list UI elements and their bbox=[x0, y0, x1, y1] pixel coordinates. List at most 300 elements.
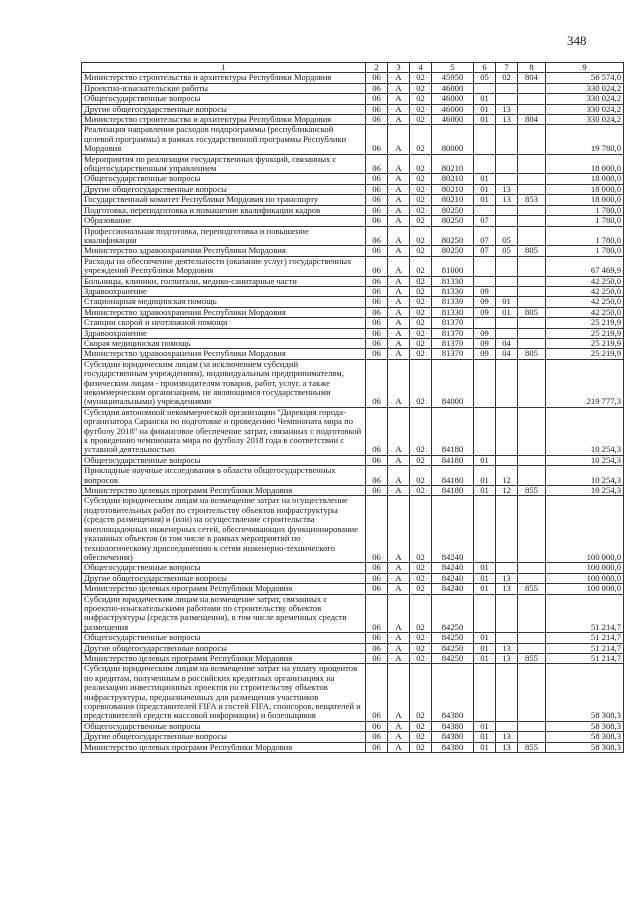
program-code-cell: А bbox=[388, 297, 410, 307]
ministry-code-cell: 855 bbox=[518, 584, 546, 594]
subdivision-code-cell bbox=[496, 83, 518, 93]
ministry-code-cell bbox=[518, 721, 546, 731]
amount-cell: 219 777,3 bbox=[546, 359, 624, 407]
subdivision-code-cell: 13 bbox=[496, 195, 518, 205]
expense-code-cell: 81000 bbox=[432, 256, 474, 276]
expense-code-cell: 84180 bbox=[432, 486, 474, 496]
amount-cell: 10 254,3 bbox=[546, 486, 624, 496]
subprogram-code-cell: 02 bbox=[410, 195, 432, 205]
row-name-cell: Министерство целевых программ Республики Мордовия bbox=[82, 742, 366, 752]
section-code-cell: 06 bbox=[366, 721, 388, 731]
expense-code-cell: 81370 bbox=[432, 318, 474, 328]
row-name-cell: Субсидии юридическим лицам на возмещение затрат на осуществление подготовительных работ по строительству объектов инфраструктуры (средств размещения) и (или) на осуществление строительства внеплощадочных инженерных сетей, обеспечивающих функционирование указанных объектов (в том числе в рамках мероприятий по технологическому присоединению к сетям инженерно-технического обеспечения) bbox=[82, 496, 366, 563]
subdivision-code-cell: 12 bbox=[496, 486, 518, 496]
row-name-cell: Субсидии юридическим лицам на возмещение затрат, связанных с проектно-изыскательскими работами по строительству объектов инфраструктуры (средств размещения), в том числе временных средств размещения bbox=[82, 594, 366, 633]
subdivision-code-cell bbox=[496, 721, 518, 731]
subprogram-code-cell: 02 bbox=[410, 455, 432, 465]
row-name-cell: Государственный комитет Республики Мордовия по транспорту bbox=[82, 195, 366, 205]
division-code-cell: 09 bbox=[474, 338, 496, 348]
column-header: 4 bbox=[410, 63, 432, 73]
subdivision-code-cell: 01 bbox=[496, 297, 518, 307]
program-code-cell: А bbox=[388, 349, 410, 359]
expense-code-cell: 84380 bbox=[432, 732, 474, 742]
ministry-code-cell bbox=[518, 573, 546, 583]
subdivision-code-cell bbox=[496, 594, 518, 633]
division-code-cell bbox=[474, 664, 496, 721]
amount-cell: 330 024,2 bbox=[546, 115, 624, 125]
ministry-code-cell: 853 bbox=[518, 195, 546, 205]
ministry-code-cell: 855 bbox=[518, 742, 546, 752]
ministry-code-cell: 805 bbox=[518, 349, 546, 359]
program-code-cell: А bbox=[388, 732, 410, 742]
expense-code-cell: 46000 bbox=[432, 94, 474, 104]
program-code-cell: А bbox=[388, 328, 410, 338]
row-name-cell: Общегосударственные вопросы bbox=[82, 455, 366, 465]
division-code-cell: 01 bbox=[474, 653, 496, 663]
program-code-cell: А bbox=[388, 338, 410, 348]
row-name-cell: Подготовка, переподготовка и повышение квалификации кадров bbox=[82, 205, 366, 215]
program-code-cell: А bbox=[388, 195, 410, 205]
expense-code-cell: 81370 bbox=[432, 338, 474, 348]
section-code-cell: 06 bbox=[366, 216, 388, 226]
ministry-code-cell bbox=[518, 455, 546, 465]
section-code-cell: 06 bbox=[366, 318, 388, 328]
program-code-cell: А bbox=[388, 256, 410, 276]
row-name-cell: Министерство целевых программ Республики Мордовия bbox=[82, 653, 366, 663]
budget-table bbox=[81, 62, 624, 753]
subdivision-code-cell: 05 bbox=[496, 246, 518, 256]
ministry-code-cell bbox=[518, 594, 546, 633]
expense-code-cell: 84240 bbox=[432, 563, 474, 573]
expense-code-cell: 84380 bbox=[432, 721, 474, 731]
row-name-cell: Другие общегосударственные вопросы bbox=[82, 104, 366, 114]
column-header: 2 bbox=[366, 63, 388, 73]
section-code-cell: 06 bbox=[366, 732, 388, 742]
ministry-code-cell: 805 bbox=[518, 307, 546, 317]
subprogram-code-cell: 02 bbox=[410, 496, 432, 563]
program-code-cell: А bbox=[388, 664, 410, 721]
division-code-cell bbox=[474, 594, 496, 633]
ministry-code-cell bbox=[518, 664, 546, 721]
program-code-cell: А bbox=[388, 633, 410, 643]
ministry-code-cell: 855 bbox=[518, 486, 546, 496]
expense-code-cell: 81330 bbox=[432, 286, 474, 296]
subdivision-code-cell: 04 bbox=[496, 338, 518, 348]
row-name-cell: Другие общегосударственные вопросы bbox=[82, 184, 366, 194]
program-code-cell: А bbox=[388, 73, 410, 83]
expense-code-cell: 80250 bbox=[432, 246, 474, 256]
amount-cell: 330 024,2 bbox=[546, 94, 624, 104]
program-code-cell: А bbox=[388, 496, 410, 563]
ministry-code-cell: 855 bbox=[518, 653, 546, 663]
section-code-cell: 06 bbox=[366, 328, 388, 338]
amount-cell: 10 254,3 bbox=[546, 407, 624, 455]
table-row bbox=[82, 633, 624, 643]
expense-code-cell: 84380 bbox=[432, 664, 474, 721]
section-code-cell: 06 bbox=[366, 359, 388, 407]
row-name-cell: Мероприятия по реализации государственных функций, связанных с общегосударственным управлением bbox=[82, 154, 366, 174]
division-code-cell bbox=[474, 359, 496, 407]
row-name-cell: Больницы, клиники, госпитали, медико-санитарные части bbox=[82, 276, 366, 286]
subprogram-code-cell: 02 bbox=[410, 594, 432, 633]
subdivision-code-cell bbox=[496, 174, 518, 184]
division-code-cell: 09 bbox=[474, 328, 496, 338]
subdivision-code-cell: 12 bbox=[496, 466, 518, 486]
subprogram-code-cell: 02 bbox=[410, 328, 432, 338]
amount-cell: 56 574,0 bbox=[546, 73, 624, 83]
subdivision-code-cell bbox=[496, 154, 518, 174]
ministry-code-cell bbox=[518, 496, 546, 563]
division-code-cell bbox=[474, 496, 496, 563]
ministry-code-cell bbox=[518, 174, 546, 184]
row-name-cell: Профессиональная подготовка, переподготовка и повышение квалификации bbox=[82, 226, 366, 246]
expense-code-cell: 81370 bbox=[432, 328, 474, 338]
expense-code-cell: 84000 bbox=[432, 359, 474, 407]
section-code-cell: 06 bbox=[366, 205, 388, 215]
amount-cell: 1 780,0 bbox=[546, 205, 624, 215]
program-code-cell: А bbox=[388, 466, 410, 486]
column-header: 1 bbox=[82, 63, 366, 73]
amount-cell: 100 000,0 bbox=[546, 563, 624, 573]
program-code-cell: А bbox=[388, 584, 410, 594]
section-code-cell: 06 bbox=[366, 195, 388, 205]
expense-code-cell: 45950 bbox=[432, 73, 474, 83]
subdivision-code-cell: 13 bbox=[496, 584, 518, 594]
ministry-code-cell bbox=[518, 216, 546, 226]
subprogram-code-cell: 02 bbox=[410, 653, 432, 663]
subprogram-code-cell: 02 bbox=[410, 359, 432, 407]
division-code-cell: 01 bbox=[474, 195, 496, 205]
division-code-cell bbox=[474, 256, 496, 276]
subdivision-code-cell: 04 bbox=[496, 349, 518, 359]
column-header: 8 bbox=[518, 63, 546, 73]
division-code-cell bbox=[474, 407, 496, 455]
table-row bbox=[82, 407, 624, 455]
amount-cell: 19 780,0 bbox=[546, 125, 624, 154]
row-name-cell: Министерство строительства и архитектуры Республики Мордовия bbox=[82, 115, 366, 125]
expense-code-cell: 84180 bbox=[432, 455, 474, 465]
section-code-cell: 06 bbox=[366, 154, 388, 174]
section-code-cell: 06 bbox=[366, 307, 388, 317]
column-header: 9 bbox=[546, 63, 624, 73]
division-code-cell bbox=[474, 83, 496, 93]
program-code-cell: А bbox=[388, 563, 410, 573]
subprogram-code-cell: 02 bbox=[410, 742, 432, 752]
row-name-cell: Другие общегосударственные вопросы bbox=[82, 732, 366, 742]
ministry-code-cell bbox=[518, 359, 546, 407]
row-name-cell: Скорая медицинская помощь bbox=[82, 338, 366, 348]
amount-cell: 51 214,7 bbox=[546, 594, 624, 633]
program-code-cell: А bbox=[388, 742, 410, 752]
program-code-cell: А bbox=[388, 307, 410, 317]
program-code-cell: А bbox=[388, 184, 410, 194]
amount-cell: 25 219,9 bbox=[546, 328, 624, 338]
subprogram-code-cell: 02 bbox=[410, 205, 432, 215]
program-code-cell: А bbox=[388, 359, 410, 407]
ministry-code-cell: 804 bbox=[518, 73, 546, 83]
subdivision-code-cell bbox=[496, 256, 518, 276]
expense-code-cell: 80210 bbox=[432, 154, 474, 174]
table-row bbox=[82, 664, 624, 721]
division-code-cell bbox=[474, 276, 496, 286]
subprogram-code-cell: 02 bbox=[410, 573, 432, 583]
subprogram-code-cell: 02 bbox=[410, 104, 432, 114]
table-row bbox=[82, 83, 624, 93]
ministry-code-cell bbox=[518, 328, 546, 338]
ministry-code-cell bbox=[518, 732, 546, 742]
amount-cell: 330 024,2 bbox=[546, 104, 624, 114]
subdivision-code-cell: 13 bbox=[496, 115, 518, 125]
amount-cell: 1 780,0 bbox=[546, 226, 624, 246]
subdivision-code-cell bbox=[496, 359, 518, 407]
subprogram-code-cell: 02 bbox=[410, 115, 432, 125]
expense-code-cell: 46000 bbox=[432, 115, 474, 125]
ministry-code-cell bbox=[518, 466, 546, 486]
amount-cell: 18 000,0 bbox=[546, 195, 624, 205]
table-row bbox=[82, 455, 624, 465]
amount-cell: 100 000,0 bbox=[546, 496, 624, 563]
row-name-cell: Министерство здравоохранения Республики Мордовия bbox=[82, 246, 366, 256]
subprogram-code-cell: 02 bbox=[410, 584, 432, 594]
program-code-cell: А bbox=[388, 174, 410, 184]
subprogram-code-cell: 02 bbox=[410, 664, 432, 721]
division-code-cell: 05 bbox=[474, 73, 496, 83]
ministry-code-cell bbox=[518, 83, 546, 93]
section-code-cell: 06 bbox=[366, 643, 388, 653]
expense-code-cell: 80000 bbox=[432, 125, 474, 154]
division-code-cell bbox=[474, 154, 496, 174]
expense-code-cell: 84250 bbox=[432, 643, 474, 653]
row-name-cell: Общегосударственные вопросы bbox=[82, 174, 366, 184]
table-row bbox=[82, 115, 624, 125]
ministry-code-cell: 805 bbox=[518, 246, 546, 256]
ministry-code-cell bbox=[518, 633, 546, 643]
program-code-cell: А bbox=[388, 721, 410, 731]
amount-cell: 18 000,0 bbox=[546, 184, 624, 194]
division-code-cell bbox=[474, 125, 496, 154]
subprogram-code-cell: 02 bbox=[410, 286, 432, 296]
division-code-cell: 01 bbox=[474, 573, 496, 583]
table-row bbox=[82, 359, 624, 407]
expense-code-cell: 84380 bbox=[432, 742, 474, 752]
table-row bbox=[82, 125, 624, 154]
division-code-cell: 01 bbox=[474, 455, 496, 465]
expense-code-cell: 81330 bbox=[432, 297, 474, 307]
program-code-cell: А bbox=[388, 594, 410, 633]
program-code-cell: А bbox=[388, 115, 410, 125]
ministry-code-cell bbox=[518, 184, 546, 194]
row-name-cell: Проектно-изыскательские работы bbox=[82, 83, 366, 93]
column-header: 7 bbox=[496, 63, 518, 73]
subprogram-code-cell: 02 bbox=[410, 73, 432, 83]
program-code-cell: А bbox=[388, 125, 410, 154]
section-code-cell: 06 bbox=[366, 573, 388, 583]
ministry-code-cell bbox=[518, 94, 546, 104]
amount-cell: 42 250,0 bbox=[546, 297, 624, 307]
table-row bbox=[82, 216, 624, 226]
section-code-cell: 06 bbox=[366, 338, 388, 348]
expense-code-cell: 84250 bbox=[432, 653, 474, 663]
program-code-cell: А bbox=[388, 154, 410, 174]
subdivision-code-cell bbox=[496, 286, 518, 296]
row-name-cell: Субсидия автономной некоммерческой организации "Дирекция города-организатора Саранска по подготовке и проведению Чемпионата мира по футболу 2018" на финансовое обеспечение затрат, связанных с подготовкой к проведению чемпионата мира по футболу 2018 года в соответствии с уставной деятельностью bbox=[82, 407, 366, 455]
section-code-cell: 06 bbox=[366, 226, 388, 246]
expense-code-cell: 46000 bbox=[432, 83, 474, 93]
section-code-cell: 06 bbox=[366, 584, 388, 594]
expense-code-cell: 80250 bbox=[432, 205, 474, 215]
subprogram-code-cell: 02 bbox=[410, 407, 432, 455]
table-row bbox=[82, 318, 624, 328]
section-code-cell: 06 bbox=[366, 466, 388, 486]
subdivision-code-cell: 13 bbox=[496, 573, 518, 583]
amount-cell: 100 000,0 bbox=[546, 573, 624, 583]
table-row bbox=[82, 104, 624, 114]
subdivision-code-cell: 13 bbox=[496, 104, 518, 114]
table-row bbox=[82, 246, 624, 256]
expense-code-cell: 46000 bbox=[432, 104, 474, 114]
subprogram-code-cell: 02 bbox=[410, 486, 432, 496]
program-code-cell: А bbox=[388, 205, 410, 215]
section-code-cell: 06 bbox=[366, 83, 388, 93]
subdivision-code-cell: 13 bbox=[496, 742, 518, 752]
section-code-cell: 06 bbox=[366, 256, 388, 276]
section-code-cell: 06 bbox=[366, 276, 388, 286]
program-code-cell: А bbox=[388, 276, 410, 286]
row-name-cell: Другие общегосударственные вопросы bbox=[82, 573, 366, 583]
program-code-cell: А bbox=[388, 486, 410, 496]
expense-code-cell: 81330 bbox=[432, 307, 474, 317]
section-code-cell: 06 bbox=[366, 125, 388, 154]
amount-cell: 67 469,9 bbox=[546, 256, 624, 276]
section-code-cell: 06 bbox=[366, 115, 388, 125]
division-code-cell: 01 bbox=[474, 184, 496, 194]
subprogram-code-cell: 02 bbox=[410, 297, 432, 307]
amount-cell: 18 000,0 bbox=[546, 154, 624, 174]
subprogram-code-cell: 02 bbox=[410, 643, 432, 653]
table-row bbox=[82, 94, 624, 104]
amount-cell: 42 250,0 bbox=[546, 276, 624, 286]
section-code-cell: 06 bbox=[366, 246, 388, 256]
amount-cell: 25 219,9 bbox=[546, 318, 624, 328]
row-name-cell: Образование bbox=[82, 216, 366, 226]
ministry-code-cell bbox=[518, 297, 546, 307]
ministry-code-cell bbox=[518, 407, 546, 455]
section-code-cell: 06 bbox=[366, 297, 388, 307]
expense-code-cell: 80210 bbox=[432, 184, 474, 194]
row-name-cell: Министерство целевых программ Республики Мордовия bbox=[82, 584, 366, 594]
table-row bbox=[82, 205, 624, 215]
row-name-cell: Расходы на обеспечение деятельности (оказание услуг) государственных учреждений Республики Мордовия bbox=[82, 256, 366, 276]
table-row bbox=[82, 466, 624, 486]
section-code-cell: 06 bbox=[366, 653, 388, 663]
expense-code-cell: 80210 bbox=[432, 174, 474, 184]
amount-cell: 10 254,3 bbox=[546, 466, 624, 486]
subdivision-code-cell bbox=[496, 563, 518, 573]
subprogram-code-cell: 02 bbox=[410, 94, 432, 104]
ministry-code-cell bbox=[518, 104, 546, 114]
section-code-cell: 06 bbox=[366, 455, 388, 465]
amount-cell: 10 254,3 bbox=[546, 455, 624, 465]
table-row bbox=[82, 338, 624, 348]
table-row bbox=[82, 653, 624, 663]
expense-code-cell: 84180 bbox=[432, 407, 474, 455]
subprogram-code-cell: 02 bbox=[410, 256, 432, 276]
table-row bbox=[82, 573, 624, 583]
subprogram-code-cell: 02 bbox=[410, 154, 432, 174]
row-name-cell: Министерство здравоохранения Республики Мордовия bbox=[82, 307, 366, 317]
table-row bbox=[82, 732, 624, 742]
program-code-cell: А bbox=[388, 94, 410, 104]
column-header: 6 bbox=[474, 63, 496, 73]
amount-cell: 18 000,0 bbox=[546, 174, 624, 184]
subprogram-code-cell: 02 bbox=[410, 732, 432, 742]
section-code-cell: 06 bbox=[366, 486, 388, 496]
subprogram-code-cell: 02 bbox=[410, 184, 432, 194]
ministry-code-cell bbox=[518, 256, 546, 276]
table-row bbox=[82, 349, 624, 359]
subprogram-code-cell: 02 bbox=[410, 307, 432, 317]
subprogram-code-cell: 02 bbox=[410, 466, 432, 486]
subdivision-code-cell bbox=[496, 664, 518, 721]
subprogram-code-cell: 02 bbox=[410, 633, 432, 643]
program-code-cell: А bbox=[388, 83, 410, 93]
amount-cell: 42 250,0 bbox=[546, 307, 624, 317]
section-code-cell: 06 bbox=[366, 664, 388, 721]
subprogram-code-cell: 02 bbox=[410, 563, 432, 573]
row-name-cell: Другие общегосударственные вопросы bbox=[82, 643, 366, 653]
division-code-cell: 01 bbox=[474, 466, 496, 486]
division-code-cell: 09 bbox=[474, 297, 496, 307]
table-row bbox=[82, 584, 624, 594]
table-row bbox=[82, 307, 624, 317]
subdivision-code-cell bbox=[496, 318, 518, 328]
division-code-cell: 01 bbox=[474, 584, 496, 594]
amount-cell: 1 780,0 bbox=[546, 216, 624, 226]
table-row bbox=[82, 486, 624, 496]
subprogram-code-cell: 02 bbox=[410, 174, 432, 184]
row-name-cell: Общегосударственные вопросы bbox=[82, 633, 366, 643]
subdivision-code-cell bbox=[496, 216, 518, 226]
subdivision-code-cell: 13 bbox=[496, 643, 518, 653]
ministry-code-cell bbox=[518, 205, 546, 215]
ministry-code-cell: 804 bbox=[518, 115, 546, 125]
division-code-cell: 09 bbox=[474, 286, 496, 296]
section-code-cell: 06 bbox=[366, 496, 388, 563]
division-code-cell bbox=[474, 318, 496, 328]
subdivision-code-cell bbox=[496, 94, 518, 104]
table-row bbox=[82, 721, 624, 731]
subprogram-code-cell: 02 bbox=[410, 125, 432, 154]
row-name-cell: Здравоохранение bbox=[82, 286, 366, 296]
header-row bbox=[82, 63, 624, 73]
expense-code-cell: 81330 bbox=[432, 276, 474, 286]
program-code-cell: А bbox=[388, 226, 410, 246]
section-code-cell: 06 bbox=[366, 174, 388, 184]
division-code-cell: 01 bbox=[474, 732, 496, 742]
table-row bbox=[82, 226, 624, 246]
amount-cell: 58 308,3 bbox=[546, 721, 624, 731]
division-code-cell bbox=[474, 205, 496, 215]
table-row bbox=[82, 328, 624, 338]
table-row bbox=[82, 174, 624, 184]
subdivision-code-cell bbox=[496, 328, 518, 338]
division-code-cell: 01 bbox=[474, 174, 496, 184]
row-name-cell: Министерство здравоохранения Республики Мордовия bbox=[82, 349, 366, 359]
table-row bbox=[82, 184, 624, 194]
row-name-cell: Станции скорой и неотложной помощи bbox=[82, 318, 366, 328]
subdivision-code-cell bbox=[496, 633, 518, 643]
row-name-cell: Министерство целевых программ Республики Мордовия bbox=[82, 486, 366, 496]
